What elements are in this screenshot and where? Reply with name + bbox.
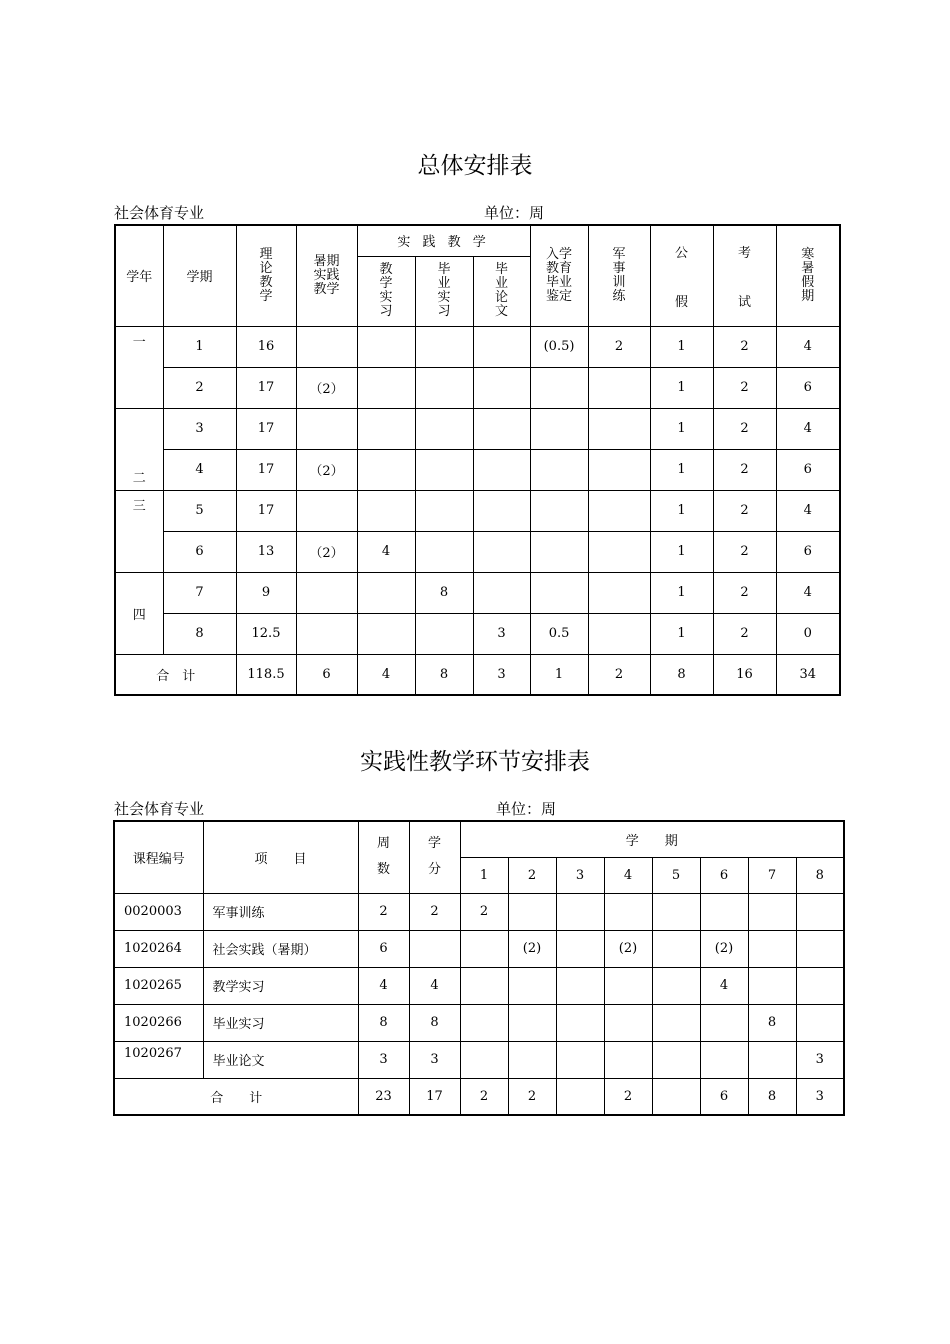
- practice-schedule-table: [113, 820, 845, 1116]
- overall-title: 总体安排表: [417, 153, 533, 179]
- term-2-cell: [508, 893, 556, 930]
- term-4-cell: (2): [604, 930, 652, 967]
- course-weeks: 2: [358, 893, 409, 930]
- year-cell: 四: [115, 572, 163, 654]
- course-weeks: 3: [358, 1041, 409, 1078]
- cell-military: [588, 531, 650, 572]
- course-weeks: 6: [358, 930, 409, 967]
- term-3-cell: [556, 1004, 604, 1041]
- year-cell: 二: [115, 408, 163, 490]
- practice-total-row: [114, 1078, 844, 1115]
- cell-grad-intern: [415, 326, 473, 367]
- cell-winter-summer: 4: [776, 490, 840, 531]
- header-theory: 理 论 教 学: [236, 225, 296, 326]
- cell-exam: 2: [713, 572, 776, 613]
- course-credits: 4: [409, 967, 460, 1004]
- header-credits-bottom: 分: [427, 862, 441, 878]
- total-label: 合 计: [115, 654, 236, 695]
- term-5-cell: [652, 930, 700, 967]
- header-semester-group: 学 期: [460, 821, 844, 857]
- cell-grad-intern: 8: [415, 572, 473, 613]
- cell-summer-practice: [296, 490, 357, 531]
- term-7-cell: 8: [748, 1004, 796, 1041]
- overall-unit-label: 单位：周: [484, 204, 545, 222]
- cell-orientation: [530, 367, 588, 408]
- term-3-cell: [556, 893, 604, 930]
- cell-military: [588, 449, 650, 490]
- header-winter-summer: 寒 暑 假 期: [776, 225, 840, 326]
- cell-military: 2: [588, 326, 650, 367]
- cell-exam: 2: [713, 449, 776, 490]
- total-exam: 16: [713, 654, 776, 695]
- cell-winter-summer: 6: [776, 449, 840, 490]
- header-military: 军 事 训 练: [588, 225, 650, 326]
- overall-schedule-table: [114, 224, 841, 696]
- term-7-cell: [748, 1041, 796, 1078]
- total-theory: 118.5: [236, 654, 296, 695]
- overall-row: [115, 490, 840, 531]
- practice-row: [114, 1004, 844, 1041]
- cell-orientation: [530, 449, 588, 490]
- term-5-cell: [652, 1004, 700, 1041]
- cell-holiday: 1: [650, 326, 713, 367]
- cell-orientation: [530, 572, 588, 613]
- term-header-4: 4: [604, 857, 652, 893]
- cell-semester: 3: [163, 408, 236, 449]
- course-item: 社会实践（暑期）: [203, 930, 358, 967]
- term-header-5: 5: [652, 857, 700, 893]
- cell-summer-practice: （2）: [296, 449, 357, 490]
- cell-holiday: 1: [650, 613, 713, 654]
- total-summer-practice: 6: [296, 654, 357, 695]
- total-military: 2: [588, 654, 650, 695]
- cell-grad-intern: [415, 449, 473, 490]
- total-term-3: [556, 1078, 604, 1115]
- cell-thesis: 3: [473, 613, 530, 654]
- term-2-cell: (2): [508, 930, 556, 967]
- cell-thesis: [473, 572, 530, 613]
- overall-row: [115, 367, 840, 408]
- header-holiday-bottom: 假: [675, 294, 689, 310]
- total-term-2: 2: [508, 1078, 556, 1115]
- term-header-8: 8: [796, 857, 844, 893]
- course-credits: 8: [409, 1004, 460, 1041]
- overall-total-row: [115, 654, 840, 695]
- header-semester: 学期: [163, 225, 236, 326]
- term-8-cell: 3: [796, 1041, 844, 1078]
- course-item: 教学实习: [203, 967, 358, 1004]
- term-4-cell: [604, 1041, 652, 1078]
- overall-row: [115, 572, 840, 613]
- cell-winter-summer: 4: [776, 572, 840, 613]
- total-credits: 17: [409, 1078, 460, 1115]
- cell-semester: 7: [163, 572, 236, 613]
- cell-theory: 16: [236, 326, 296, 367]
- cell-semester: 6: [163, 531, 236, 572]
- cell-theory: 17: [236, 408, 296, 449]
- year-cell: 一: [115, 326, 163, 408]
- term-7-cell: [748, 930, 796, 967]
- cell-military: [588, 613, 650, 654]
- cell-holiday: 1: [650, 531, 713, 572]
- cell-grad-intern: [415, 490, 473, 531]
- term-4-cell: [604, 1004, 652, 1041]
- term-header-3: 3: [556, 857, 604, 893]
- cell-semester: 4: [163, 449, 236, 490]
- term-header-6: 6: [700, 857, 748, 893]
- cell-semester: 1: [163, 326, 236, 367]
- cell-holiday: 1: [650, 367, 713, 408]
- total-teaching-intern: 4: [357, 654, 415, 695]
- cell-teaching-intern: [357, 490, 415, 531]
- cell-military: [588, 408, 650, 449]
- course-credits: 2: [409, 893, 460, 930]
- year-cell: 三: [115, 490, 163, 572]
- header-orientation: 入学 教育 毕业 鉴定: [530, 225, 588, 326]
- header-credits-top: 学: [427, 836, 441, 852]
- header-weeks-top: 周: [376, 836, 390, 852]
- term-2-cell: [508, 1041, 556, 1078]
- cell-theory: 17: [236, 449, 296, 490]
- practice-major-label: 社会体育专业: [114, 800, 205, 818]
- header-weeks-bottom: 数: [376, 862, 390, 878]
- course-weeks: 8: [358, 1004, 409, 1041]
- term-6-cell: (2): [700, 930, 748, 967]
- cell-summer-practice: [296, 326, 357, 367]
- header-year: 学年: [115, 225, 163, 326]
- course-credits: [409, 930, 460, 967]
- cell-grad-intern: [415, 408, 473, 449]
- cell-thesis: [473, 449, 530, 490]
- total-grad-intern: 8: [415, 654, 473, 695]
- cell-exam: 2: [713, 408, 776, 449]
- term-6-cell: [700, 1041, 748, 1078]
- cell-orientation: [530, 531, 588, 572]
- header-item: 项 目: [203, 821, 358, 893]
- term-2-cell: [508, 967, 556, 1004]
- term-header-2: 2: [508, 857, 556, 893]
- term-1-cell: [460, 967, 508, 1004]
- cell-thesis: [473, 326, 530, 367]
- cell-theory: 17: [236, 367, 296, 408]
- course-credits: 3: [409, 1041, 460, 1078]
- practice-header-row: [114, 821, 844, 857]
- cell-thesis: [473, 367, 530, 408]
- header-summer-practice: 暑期 实践 教学: [296, 225, 357, 326]
- cell-holiday: 1: [650, 408, 713, 449]
- course-item: 毕业论文: [203, 1041, 358, 1078]
- cell-military: [588, 367, 650, 408]
- cell-theory: 17: [236, 490, 296, 531]
- cell-teaching-intern: [357, 326, 415, 367]
- cell-winter-summer: 4: [776, 408, 840, 449]
- term-5-cell: [652, 1041, 700, 1078]
- cell-teaching-intern: [357, 449, 415, 490]
- term-6-cell: [700, 893, 748, 930]
- practice-row: [114, 930, 844, 967]
- cell-theory: 9: [236, 572, 296, 613]
- header-exam-bottom: 试: [738, 294, 752, 310]
- cell-teaching-intern: [357, 572, 415, 613]
- term-7-cell: [748, 893, 796, 930]
- term-6-cell: 4: [700, 967, 748, 1004]
- term-7-cell: [748, 967, 796, 1004]
- cell-orientation: [530, 408, 588, 449]
- total-term-6: 6: [700, 1078, 748, 1115]
- total-term-4: 2: [604, 1078, 652, 1115]
- total-term-7: 8: [748, 1078, 796, 1115]
- overall-row: [115, 326, 840, 367]
- term-4-cell: [604, 893, 652, 930]
- total-thesis: 3: [473, 654, 530, 695]
- header-thesis: 毕 业 论 文: [473, 256, 530, 326]
- cell-semester: 8: [163, 613, 236, 654]
- cell-exam: 2: [713, 326, 776, 367]
- term-2-cell: [508, 1004, 556, 1041]
- course-item: 毕业实习: [203, 1004, 358, 1041]
- total-term-5: [652, 1078, 700, 1115]
- term-5-cell: [652, 893, 700, 930]
- overall-row: [115, 613, 840, 654]
- cell-military: [588, 572, 650, 613]
- cell-winter-summer: 6: [776, 531, 840, 572]
- cell-orientation: 0.5: [530, 613, 588, 654]
- cell-winter-summer: 0: [776, 613, 840, 654]
- term-1-cell: [460, 1004, 508, 1041]
- course-item: 军事训练: [203, 893, 358, 930]
- header-weeks: [358, 821, 409, 893]
- cell-holiday: 1: [650, 490, 713, 531]
- term-8-cell: [796, 967, 844, 1004]
- term-8-cell: [796, 1004, 844, 1041]
- cell-summer-practice: [296, 572, 357, 613]
- total-term-8: 3: [796, 1078, 844, 1115]
- practice-row: [114, 967, 844, 1004]
- cell-military: [588, 490, 650, 531]
- cell-exam: 2: [713, 613, 776, 654]
- header-holiday: [650, 225, 713, 326]
- cell-thesis: [473, 408, 530, 449]
- cell-summer-practice: [296, 613, 357, 654]
- cell-holiday: 1: [650, 572, 713, 613]
- cell-grad-intern: [415, 367, 473, 408]
- total-term-1: 2: [460, 1078, 508, 1115]
- cell-exam: 2: [713, 367, 776, 408]
- term-header-1: 1: [460, 857, 508, 893]
- header-practice-group: 实 践 教 学: [357, 225, 530, 256]
- cell-teaching-intern: [357, 408, 415, 449]
- total-weeks: 23: [358, 1078, 409, 1115]
- practice-row: [114, 893, 844, 930]
- cell-thesis: [473, 490, 530, 531]
- cell-exam: 2: [713, 531, 776, 572]
- term-8-cell: [796, 893, 844, 930]
- cell-exam: 2: [713, 490, 776, 531]
- course-code: 1020264: [114, 930, 203, 967]
- cell-theory: 13: [236, 531, 296, 572]
- cell-orientation: [530, 490, 588, 531]
- term-8-cell: [796, 930, 844, 967]
- course-code: 1020266: [114, 1004, 203, 1041]
- total-orientation: 1: [530, 654, 588, 695]
- term-1-cell: [460, 930, 508, 967]
- total-label: 合 计: [114, 1078, 358, 1115]
- overall-major-label: 社会体育专业: [114, 204, 205, 222]
- cell-thesis: [473, 531, 530, 572]
- header-exam: [713, 225, 776, 326]
- course-code: 1020267: [114, 1041, 203, 1078]
- cell-teaching-intern: [357, 613, 415, 654]
- cell-summer-practice: （2）: [296, 531, 357, 572]
- header-exam-top: 考: [738, 245, 752, 261]
- term-3-cell: [556, 967, 604, 1004]
- course-weeks: 4: [358, 967, 409, 1004]
- cell-summer-practice: （2）: [296, 367, 357, 408]
- practice-row: [114, 1041, 844, 1078]
- course-code: 1020265: [114, 967, 203, 1004]
- total-holiday: 8: [650, 654, 713, 695]
- cell-orientation: (0.5): [530, 326, 588, 367]
- cell-teaching-intern: [357, 367, 415, 408]
- overall-row: [115, 408, 840, 449]
- term-header-7: 7: [748, 857, 796, 893]
- cell-semester: 2: [163, 367, 236, 408]
- term-3-cell: [556, 930, 604, 967]
- practice-unit-label: 单位：周: [496, 800, 557, 818]
- overall-row: [115, 531, 840, 572]
- header-credits: [409, 821, 460, 893]
- course-code: 0020003: [114, 893, 203, 930]
- term-6-cell: [700, 1004, 748, 1041]
- practice-title: 实践性教学环节安排表: [360, 749, 590, 775]
- cell-theory: 12.5: [236, 613, 296, 654]
- cell-grad-intern: [415, 531, 473, 572]
- header-holiday-top: 公: [675, 245, 689, 261]
- header-grad-intern: 毕 业 实 习: [415, 256, 473, 326]
- cell-holiday: 1: [650, 449, 713, 490]
- term-3-cell: [556, 1041, 604, 1078]
- cell-winter-summer: 6: [776, 367, 840, 408]
- cell-winter-summer: 4: [776, 326, 840, 367]
- total-winter-summer: 34: [776, 654, 840, 695]
- header-course-code: 课程编号: [114, 821, 203, 893]
- term-4-cell: [604, 967, 652, 1004]
- term-1-cell: 2: [460, 893, 508, 930]
- term-1-cell: [460, 1041, 508, 1078]
- header-teaching-intern: 教 学 实 习: [357, 256, 415, 326]
- term-5-cell: [652, 967, 700, 1004]
- cell-summer-practice: [296, 408, 357, 449]
- overall-header-row: [115, 225, 840, 256]
- cell-teaching-intern: 4: [357, 531, 415, 572]
- cell-semester: 5: [163, 490, 236, 531]
- cell-grad-intern: [415, 613, 473, 654]
- overall-row: [115, 449, 840, 490]
